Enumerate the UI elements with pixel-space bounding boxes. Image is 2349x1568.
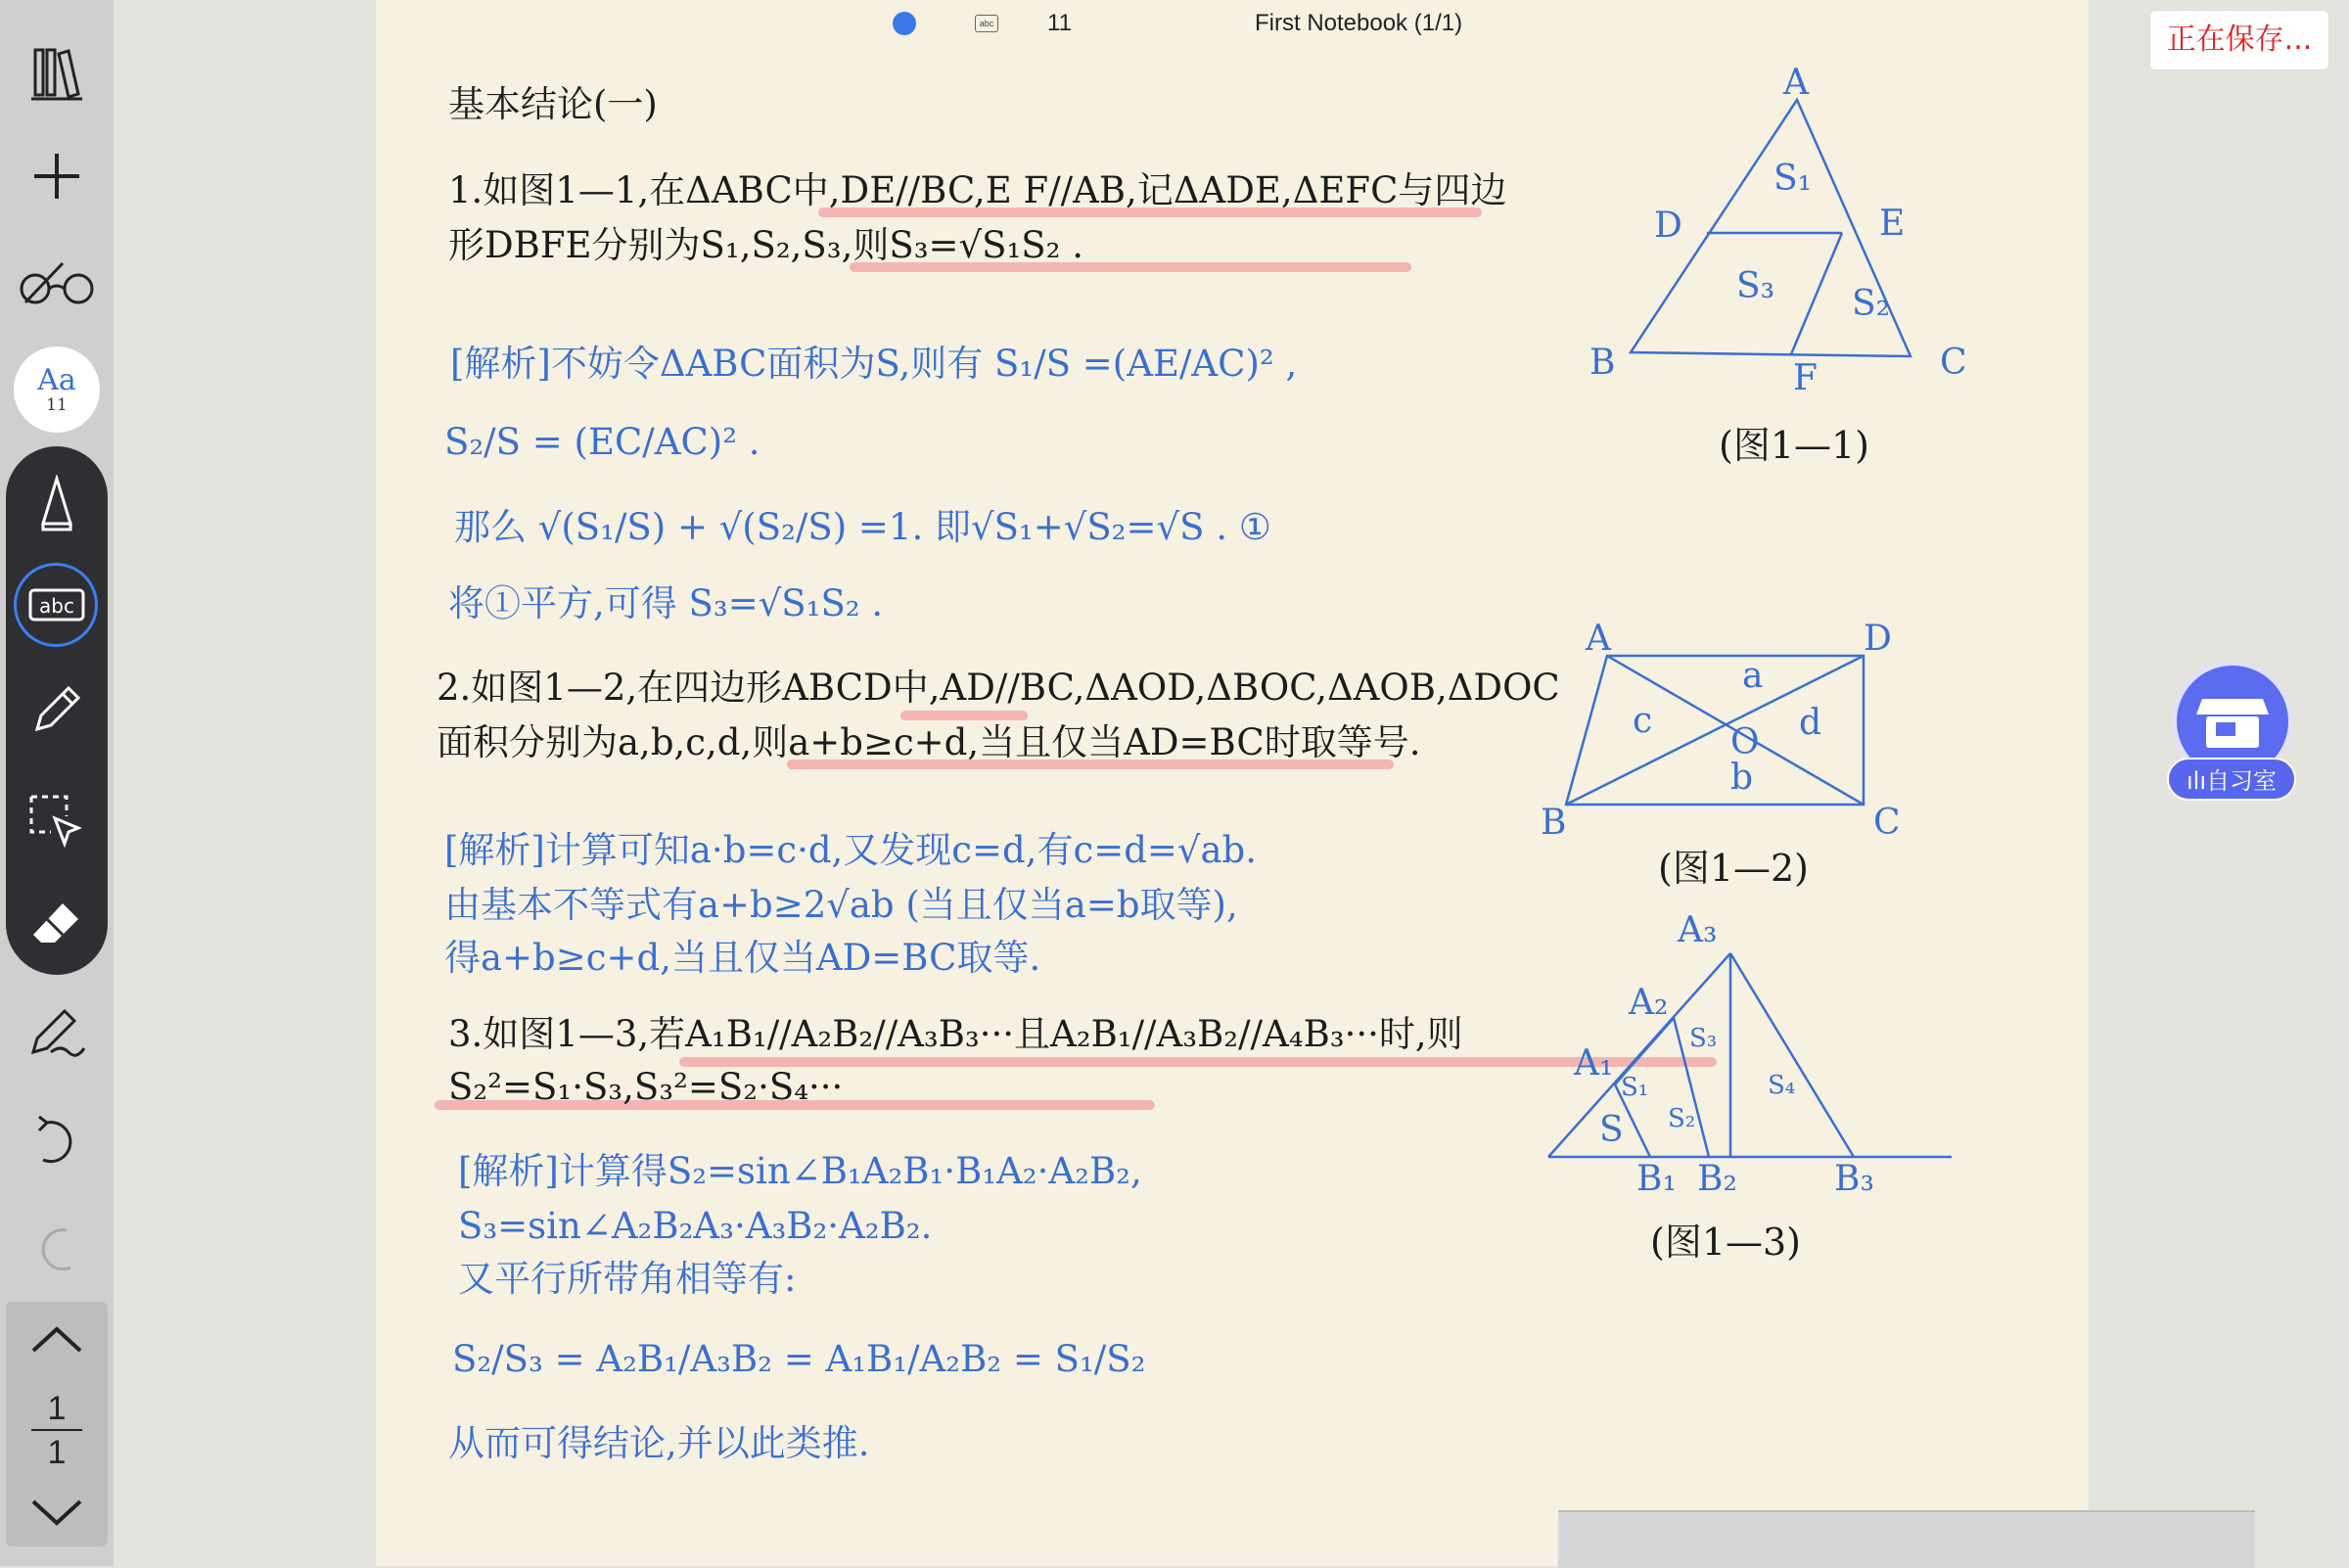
problem1-line1: 1.如图1—1,在ΔABC中,DE//BC,E F//AB,记ΔADE,ΔEFC与四边 <box>448 169 1507 211</box>
fig3-label-B2: B₂ <box>1697 1159 1737 1199</box>
save-status-badge: 正在保存... <box>2149 10 2329 70</box>
font-size-button[interactable] <box>14 346 100 433</box>
left-toolbar <box>0 0 114 1566</box>
analysis3-line1: [解析]计算得S₂=sin∠B₁A₂B₁·B₁A₂·A₂B₂, <box>458 1150 1142 1192</box>
font-button-label: Aa <box>37 363 76 397</box>
fig1-label-C: C <box>1940 343 1967 383</box>
pen-icon[interactable] <box>0 470 114 538</box>
analysis1-line1: [解析]不妨令ΔABC面积为S,则有 S₁/S =(AE/AC)² , <box>450 343 1298 385</box>
page-navigator <box>6 1302 108 1546</box>
fig2-label-A: A <box>1586 619 1611 659</box>
fig3-label-B1: B₁ <box>1636 1159 1677 1199</box>
fig1-label-S3: S₃ <box>1736 266 1775 306</box>
analysis3-line2: S₃=sin∠A₂B₂A₃·A₃B₂·A₂B₂. <box>458 1205 933 1247</box>
fig2-label-d: d <box>1799 703 1822 743</box>
problem1-line2: 形DBFE分别为S₁,S₂,S₃,则S₃=√S₁S₂ . <box>448 224 1083 266</box>
notebook-page[interactable] <box>376 0 2089 1566</box>
fig3-label-A2: A₂ <box>1629 983 1669 1023</box>
analysis2-line1: [解析]计算可知a·b=c·d,又发现c=d,有c=d=√ab. <box>444 829 1257 871</box>
problem2-line2: 面积分别为a,b,c,d,则a+b≥c+d,当且仅当AD=BC时取等号. <box>437 721 1421 763</box>
add-icon[interactable] <box>0 142 114 210</box>
page-number: 11 <box>1047 10 1072 36</box>
analysis1-line3: 那么 √(S₁/S) + √(S₂/S) =1. 即√S₁+√S₂=√S . ① <box>454 506 1271 548</box>
fig1-label-F: F <box>1793 358 1818 398</box>
notebook-title: First Notebook (1/1) <box>1255 10 1463 36</box>
problem3-line2: S₂²=S₁·S₃,S₃²=S₂·S₄··· <box>448 1066 844 1108</box>
heading: 基本结论(一) <box>448 83 658 125</box>
highlighter-icon[interactable] <box>0 675 114 744</box>
font-size-value: 11 <box>46 395 68 415</box>
page-total: 1 <box>47 1434 67 1471</box>
svg-text:abc: abc <box>39 594 74 618</box>
analysis3-line4: S₂/S₃ = A₂B₁/A₃B₂ = A₁B₁/A₂B₂ = S₁/S₂ <box>452 1338 1146 1380</box>
page-current: 1 <box>47 1390 67 1427</box>
fig3-label-S2: S₂ <box>1668 1104 1696 1133</box>
fig1-label-A: A <box>1783 63 1809 103</box>
fig3-label-S1: S₁ <box>1621 1073 1649 1102</box>
study-room-text: 自习室 <box>2206 767 2277 795</box>
page-topbar <box>376 0 2089 47</box>
fig3-label-S: S <box>1599 1110 1624 1150</box>
fig2-label-D: D <box>1864 619 1892 659</box>
page-divider <box>31 1429 82 1431</box>
fig3-label-A1: A₁ <box>1574 1043 1614 1084</box>
problem3-line1: 3.如图1—3,若A₁B₁//A₂B₂//A₃B₃···且A₂B₁//A₃B₂//A₄B₃···时,则 <box>448 1013 1463 1055</box>
figure-1-1 <box>1580 59 1991 372</box>
chevron-down-icon[interactable] <box>29 1498 84 1529</box>
study-room-button[interactable] <box>2167 662 2300 805</box>
fig2-caption: (图1—2) <box>1658 847 1810 890</box>
redo-icon <box>0 1214 114 1282</box>
study-room-label <box>2167 758 2296 801</box>
fig3-label-S4: S₄ <box>1768 1071 1796 1100</box>
fig3-caption: (图1—3) <box>1650 1221 1802 1264</box>
bar-chart-icon: ılı <box>2186 767 2206 795</box>
bottom-panel-handle[interactable] <box>1558 1510 2255 1568</box>
analysis2-line2: 由基本不等式有a+b≥2√ab (当且仅当a=b取等), <box>444 884 1238 926</box>
fig1-label-S1: S₁ <box>1773 159 1813 199</box>
fig2-label-B: B <box>1541 803 1567 843</box>
problem2-line1: 2.如图1—2,在四边形ABCD中,AD//BC,ΔAOD,ΔBOC,ΔAOB,ΔDOC <box>437 667 1560 709</box>
analysis1-line2: S₂/S = (EC/AC)² . <box>444 421 760 463</box>
analysis3-line3: 又平行所带角相等有: <box>458 1258 797 1300</box>
undo-icon[interactable] <box>0 1106 114 1175</box>
fig1-caption: (图1—1) <box>1719 424 1870 467</box>
pen-settings-icon[interactable] <box>0 998 114 1067</box>
fig2-label-b: b <box>1730 758 1754 798</box>
fig2-label-c: c <box>1633 701 1653 741</box>
eraser-icon[interactable] <box>0 891 114 959</box>
text-abc-icon[interactable] <box>0 571 114 639</box>
fig1-label-S2: S₂ <box>1852 284 1891 324</box>
fig1-label-E: E <box>1879 204 1906 244</box>
reading-glasses-icon[interactable] <box>0 250 114 318</box>
chevron-up-icon[interactable] <box>29 1323 84 1355</box>
analysis3-line5: 从而可得结论,并以此类推. <box>448 1422 870 1464</box>
analysis2-line3: 得a+b≥c+d,当且仅当AD=BC取等. <box>444 937 1041 979</box>
fig2-label-C: C <box>1873 803 1901 843</box>
color-dot-icon[interactable] <box>893 12 916 35</box>
fig2-label-a: a <box>1742 656 1764 696</box>
fig3-label-S3: S₃ <box>1689 1024 1718 1053</box>
text-mode-icon[interactable]: abc <box>975 15 998 32</box>
fig3-label-B3: B₃ <box>1834 1159 1874 1199</box>
fig1-label-D: D <box>1654 206 1682 246</box>
analysis1-line4: 将①平方,可得 S₃=√S₁S₂ . <box>448 582 884 624</box>
fig1-label-B: B <box>1589 343 1616 383</box>
lasso-select-icon[interactable] <box>0 788 114 856</box>
fig3-label-A3: A₃ <box>1678 910 1718 950</box>
library-icon[interactable] <box>0 39 114 108</box>
fig2-label-O: O <box>1730 722 1760 762</box>
